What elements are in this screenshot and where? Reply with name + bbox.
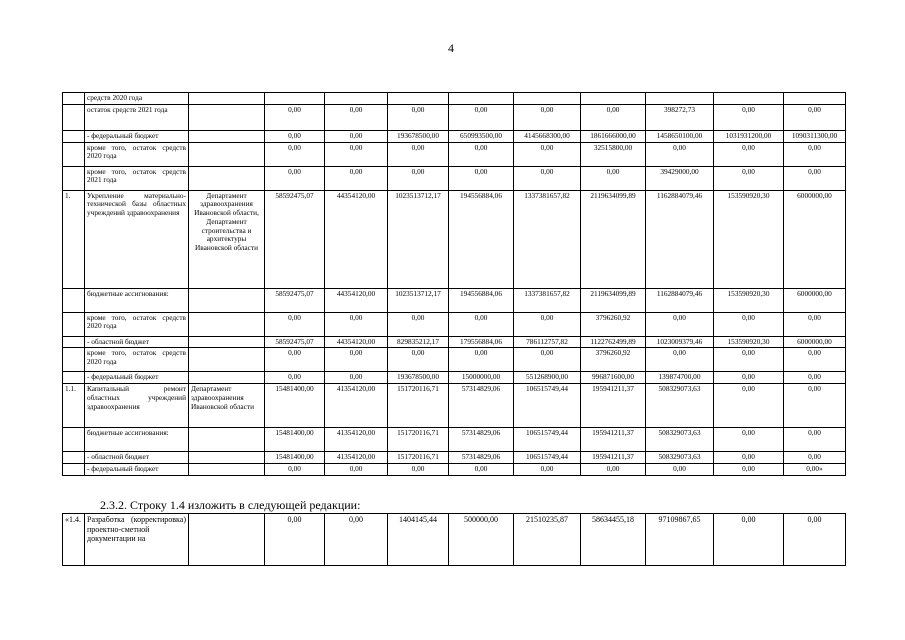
value-cell: 0,00 (646, 312, 714, 336)
value-cell: 0,00 (325, 514, 388, 566)
value-cell: 44354120,00 (325, 190, 388, 288)
row-label-cell: бюджетные ассигнования: (85, 428, 189, 452)
value-cell: 0,00 (714, 428, 784, 452)
value-cell: 195941211,37 (581, 452, 646, 464)
table-row (63, 288, 846, 312)
row-number-cell (63, 348, 85, 372)
value-cell: 0,00 (784, 312, 846, 336)
value-cell: 41354120,00 (325, 428, 388, 452)
row-label-cell: Разработка (корректировка) проектно-сметной документации на (85, 514, 189, 566)
value-cell: 58592475,07 (265, 190, 325, 288)
value-cell: 0,00 (265, 514, 325, 566)
row-label-cell: - федеральный бюджет (85, 130, 189, 142)
value-cell: 398272,73 (646, 104, 714, 130)
value-cell: 1023009379,46 (646, 336, 714, 348)
value-cell: 58592475,07 (265, 288, 325, 312)
value-cell: 193678500,00 (388, 130, 449, 142)
row-label-cell: - областной бюджет (85, 336, 189, 348)
value-cell: 1031931200,00 (714, 130, 784, 142)
row-label-cell: Капитальный ремонт областных учреждений здравоохранения (85, 384, 189, 428)
value-cell: 829835212,17 (388, 336, 449, 348)
value-cell: 0,00 (714, 348, 784, 372)
value-cell: 0,00 (714, 312, 784, 336)
department-cell: Департамент здравоохранения Ивановской области (189, 384, 265, 428)
row-number-cell (63, 336, 85, 348)
row-label-cell: кроме того, остаток средств 2020 года (85, 348, 189, 372)
row-number-cell (63, 288, 85, 312)
table-row (63, 384, 846, 428)
value-cell: 1861666000,00 (581, 130, 646, 142)
table-row (63, 130, 846, 142)
value-cell: 57314829,06 (449, 384, 514, 428)
value-cell: 153590920,30 (714, 288, 784, 312)
row-label-cell: кроме того, остаток средств 2020 года (85, 142, 189, 166)
value-cell: 0,00 (784, 452, 846, 464)
department-cell (189, 312, 265, 336)
row-number-cell: «1.4. (63, 514, 85, 566)
value-cell: 58634455,18 (581, 514, 646, 566)
row-label-cell: - областной бюджет (85, 452, 189, 464)
value-cell: 0,00 (581, 463, 646, 475)
value-cell: 15481400,00 (265, 428, 325, 452)
value-cell: 1162884079,46 (646, 288, 714, 312)
value-cell: 996871600,00 (581, 372, 646, 384)
value-cell: 4145668300,00 (514, 130, 581, 142)
value-cell: 153590920,30 (714, 336, 784, 348)
value-cell: 15481400,00 (265, 452, 325, 464)
row-label-cell: кроме того, остаток средств 2021 года (85, 166, 189, 190)
table-row (63, 428, 846, 452)
value-cell: 786112757,82 (514, 336, 581, 348)
table-row (63, 514, 846, 566)
row-label-cell: - федеральный бюджет (85, 463, 189, 475)
row-number-cell (63, 452, 85, 464)
row-number-cell (63, 130, 85, 142)
department-cell (189, 142, 265, 166)
value-cell: 0,00 (325, 130, 388, 142)
value-cell: 551268900,00 (514, 372, 581, 384)
value-cell: 41354120,00 (325, 384, 388, 428)
department-cell (189, 288, 265, 312)
value-cell (265, 93, 325, 105)
value-cell: 500000,00 (449, 514, 514, 566)
value-cell: 0,00 (714, 452, 784, 464)
value-cell: 2119634099,89 (581, 288, 646, 312)
value-cell: 0,00 (449, 142, 514, 166)
row-label-cell: Укрепление материально-технической базы областных учреждений здравоохранения (85, 190, 189, 288)
row-number-cell: 1. (63, 190, 85, 288)
value-cell: 1122762499,89 (581, 336, 646, 348)
value-cell: 0,00 (325, 312, 388, 336)
table-row (63, 93, 846, 105)
value-cell: 0,00 (388, 104, 449, 130)
value-cell: 0,00 (784, 384, 846, 428)
value-cell: 15000000,00 (449, 372, 514, 384)
value-cell: 0,00 (449, 104, 514, 130)
value-cell: 57314829,06 (449, 452, 514, 464)
value-cell: 194556884,06 (449, 190, 514, 288)
row-number-cell (63, 463, 85, 475)
value-cell (388, 93, 449, 105)
row-number-cell (63, 104, 85, 130)
value-cell: 106515749,44 (514, 384, 581, 428)
value-cell: 6000000,00 (784, 190, 846, 288)
value-cell: 0,00 (265, 348, 325, 372)
value-cell: 0,00 (514, 348, 581, 372)
replacement-table (62, 513, 846, 566)
value-cell: 0,00 (714, 372, 784, 384)
value-cell: 32515800,00 (581, 142, 646, 166)
table-row (63, 166, 846, 190)
value-cell: 0,00 (449, 166, 514, 190)
department-cell (189, 428, 265, 452)
value-cell: 41354120,00 (325, 452, 388, 464)
value-cell: 1023513712,17 (388, 288, 449, 312)
value-cell (784, 93, 846, 105)
department-cell (189, 514, 265, 566)
value-cell: 0,00 (714, 463, 784, 475)
value-cell: 151720116,71 (388, 452, 449, 464)
value-cell: 106515749,44 (514, 452, 581, 464)
value-cell: 0,00 (714, 142, 784, 166)
value-cell (449, 93, 514, 105)
value-cell: 0,00 (514, 312, 581, 336)
table-row (63, 372, 846, 384)
table-row (63, 452, 846, 464)
value-cell: 0,00 (784, 166, 846, 190)
row-number-cell (63, 372, 85, 384)
department-cell (189, 104, 265, 130)
value-cell: 0,00 (581, 166, 646, 190)
value-cell: 3796260,92 (581, 312, 646, 336)
value-cell: 0,00 (265, 463, 325, 475)
row-label-cell: остаток средств 2021 года (85, 104, 189, 130)
value-cell: 0,00 (784, 142, 846, 166)
value-cell: 0,00 (449, 348, 514, 372)
budget-table (62, 92, 846, 476)
table-row (63, 104, 846, 130)
department-cell (189, 93, 265, 105)
value-cell: 0,00 (325, 104, 388, 130)
value-cell: 97109867,65 (646, 514, 714, 566)
value-cell: 106515749,44 (514, 428, 581, 452)
department-cell (189, 166, 265, 190)
value-cell: 57314829,06 (449, 428, 514, 452)
value-cell: 0,00 (325, 372, 388, 384)
value-cell: 179556884,06 (449, 336, 514, 348)
value-cell: 650993500,00 (449, 130, 514, 142)
table-row (63, 142, 846, 166)
value-cell: 0,00 (514, 166, 581, 190)
row-number-cell (63, 312, 85, 336)
value-cell: 1023513712,17 (388, 190, 449, 288)
department-cell (189, 336, 265, 348)
row-label-cell: - федеральный бюджет (85, 372, 189, 384)
value-cell: 3796260,92 (581, 348, 646, 372)
value-cell: 6000000,00 (784, 288, 846, 312)
department-cell (189, 452, 265, 464)
value-cell: 139874700,00 (646, 372, 714, 384)
value-cell: 58592475,07 (265, 336, 325, 348)
value-cell: 0,00 (265, 166, 325, 190)
table-row (63, 190, 846, 288)
value-cell: 0,00 (388, 312, 449, 336)
value-cell: 508329073,63 (646, 384, 714, 428)
value-cell: 0,00 (646, 348, 714, 372)
value-cell: 0,00 (514, 104, 581, 130)
value-cell: 0,00 (714, 514, 784, 566)
value-cell: 0,00 (388, 142, 449, 166)
department-cell (189, 130, 265, 142)
value-cell: 0,00 (784, 372, 846, 384)
department-cell (189, 372, 265, 384)
value-cell: 0,00 (784, 348, 846, 372)
row-number-cell (63, 166, 85, 190)
value-cell: 1404145,44 (388, 514, 449, 566)
value-cell: 193678500,00 (388, 372, 449, 384)
value-cell: 1458650100,00 (646, 130, 714, 142)
row-label-cell: средств 2020 года (85, 93, 189, 105)
value-cell: 1090311300,00 (784, 130, 846, 142)
page-number: 4 (448, 41, 454, 55)
value-cell: 0,00 (388, 348, 449, 372)
value-cell: 195941211,37 (581, 428, 646, 452)
row-label-cell: кроме того, остаток средств 2020 года (85, 312, 189, 336)
value-cell: 0,00 (388, 463, 449, 475)
value-cell: 1337381657,82 (514, 288, 581, 312)
value-cell: 0,00 (265, 142, 325, 166)
department-cell (189, 463, 265, 475)
value-cell (714, 93, 784, 105)
value-cell: 0,00 (265, 130, 325, 142)
value-cell: 508329073,63 (646, 428, 714, 452)
value-cell: 0,00 (265, 372, 325, 384)
value-cell (514, 93, 581, 105)
value-cell: 195941211,37 (581, 384, 646, 428)
table-row (63, 463, 846, 475)
value-cell: 0,00 (784, 428, 846, 452)
section-heading: 2.3.2. Строку 1.4 изложить в следующей редакции: (100, 498, 361, 512)
value-cell: 2119634099,89 (581, 190, 646, 288)
value-cell: 6000000,00 (784, 336, 846, 348)
value-cell: 0,00 (714, 166, 784, 190)
value-cell: 0,00 (784, 104, 846, 130)
table-row (63, 348, 846, 372)
value-cell: 194556884,06 (449, 288, 514, 312)
value-cell: 153590920,30 (714, 190, 784, 288)
row-number-cell (63, 93, 85, 105)
value-cell: 0,00 (265, 312, 325, 336)
value-cell: 39429000,00 (646, 166, 714, 190)
value-cell: 0,00 (714, 104, 784, 130)
value-cell: 0,00 (265, 104, 325, 130)
department-cell: Департамент здравоохранения Ивановской области, Департамент строительства и архитектуры Ивановской области (189, 190, 265, 288)
value-cell: 0,00 (514, 142, 581, 166)
value-cell: 0,00 (784, 514, 846, 566)
value-cell: 0,00 (514, 463, 581, 475)
value-cell: 21510235,87 (514, 514, 581, 566)
value-cell: 0,00 (449, 312, 514, 336)
value-cell: 44354120,00 (325, 288, 388, 312)
value-cell (581, 93, 646, 105)
value-cell: 0,00 (325, 142, 388, 166)
value-cell: 0,00 (325, 348, 388, 372)
value-cell (325, 93, 388, 105)
value-cell: 15481400,00 (265, 384, 325, 428)
value-cell: 0,00 (325, 166, 388, 190)
value-cell: 0,00» (784, 463, 846, 475)
value-cell: 0,00 (714, 384, 784, 428)
value-cell: 0,00 (646, 142, 714, 166)
value-cell: 0,00 (449, 463, 514, 475)
value-cell: 0,00 (388, 166, 449, 190)
row-number-cell (63, 428, 85, 452)
value-cell: 44354120,00 (325, 336, 388, 348)
department-cell (189, 348, 265, 372)
value-cell (646, 93, 714, 105)
value-cell: 151720116,71 (388, 428, 449, 452)
value-cell: 0,00 (646, 463, 714, 475)
row-label-cell: бюджетные ассигнования: (85, 288, 189, 312)
table-row (63, 312, 846, 336)
value-cell: 151720116,71 (388, 384, 449, 428)
table-row (63, 336, 846, 348)
row-number-cell (63, 142, 85, 166)
value-cell: 1162884079,46 (646, 190, 714, 288)
row-number-cell: 1.1. (63, 384, 85, 428)
value-cell: 0,00 (325, 463, 388, 475)
value-cell: 0,00 (581, 104, 646, 130)
value-cell: 1337381657,82 (514, 190, 581, 288)
value-cell: 508329073,63 (646, 452, 714, 464)
